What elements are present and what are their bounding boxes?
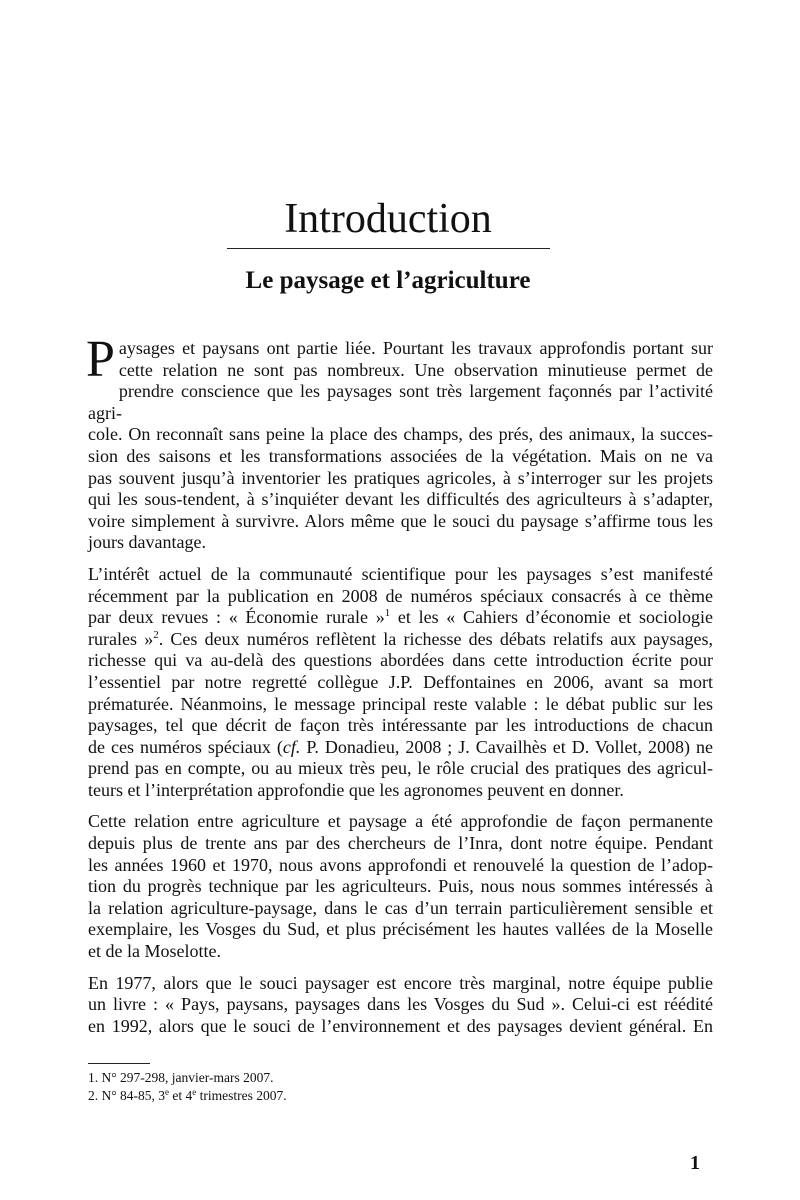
text-line: prendre conscience que les paysages sont très largement façonnés par l’activité agri-: [88, 381, 713, 423]
text-segment: et les « Cahiers d’économie et sociologie: [390, 607, 713, 628]
text-segment: par deux revues : « Économie rurale »: [88, 607, 385, 628]
paragraph-4: [88, 973, 713, 1038]
text-line: prend pas en compte, ou au mieux très peu, le rôle crucial des pratiques des agricul-: [88, 758, 713, 779]
text-line: cole. On reconnaît sans peine la place des champs, des prés, des animaux, la succes-: [88, 424, 713, 445]
chapter-title: Introduction: [284, 196, 492, 242]
text-segment: de ces numéros spéciaux (: [88, 736, 283, 757]
text-line: [88, 737, 713, 759]
paragraph-1: [86, 331, 713, 554]
body-text: [86, 331, 713, 1047]
text-line: prématurée. Néanmoins, le message principal reste valable : le débat public sur les: [88, 693, 713, 714]
text-segment: rurales »: [88, 628, 154, 649]
paragraph-3: [88, 811, 713, 962]
text-line: un livre : « Pays, paysans, paysages dans les Vosges du Sud ». Celui-ci est réédité: [88, 994, 713, 1015]
text-line: et de la Moselotte.: [88, 941, 221, 962]
text-line: exemplaire, les Vosges du Sud, et plus précisément les hautes vallées de la Moselle: [88, 919, 713, 940]
paragraph-2: [88, 564, 713, 802]
chapter-subtitle: Le paysage et l’agriculture: [245, 267, 531, 294]
text-line: richesse qui va au-delà des questions abordées dans cette introduction écrite pour: [88, 650, 713, 671]
text-line: aysages et paysans ont partie liée. Pourtant les travaux approfondis portant sur: [118, 338, 713, 358]
text-line: sion des saisons et les transformations associées de la végétation. Mais on ne va: [88, 445, 713, 466]
footnote-2: [88, 1087, 713, 1105]
title-divider: [227, 248, 550, 249]
text-line: en 1992, alors que le souci de l’environnement et des paysages devient général. En: [88, 1015, 713, 1036]
text-line: la relation agriculture-paysage, dans le cas d’un terrain particulièrement sensible et: [88, 897, 713, 918]
text-line: cette relation ne sont pas nombreux. Une observation minutieuse permet de: [118, 359, 713, 380]
text-segment: 2. N° 84-85, 3: [88, 1088, 166, 1103]
footnotes: [88, 1069, 713, 1105]
footnote-ref: 1: [384, 607, 391, 620]
text-line: jours davantage.: [88, 532, 206, 553]
text-segment: P. Donadieu, 2008 ; J. Cavailhès et D. Vollet, 2008) ne: [300, 736, 713, 757]
text-line: L’intérêt actuel de la communauté scientifique pour les paysages s’est manifesté: [88, 563, 713, 584]
text-line: pas souvent jusqu’à inventorier les pratiques agricoles, à s’interroger sur les projets: [88, 467, 713, 488]
footnote-ref: e: [165, 1087, 170, 1097]
text-line: les années 1960 et 1970, nous avons approfondi et renouvelé la question de l’adop-: [88, 854, 713, 875]
text-line: qui les sous-tendent, à s’inquiéter devant les difficultés des agriculteurs à s’adapter,: [88, 489, 713, 510]
text-line: [88, 607, 713, 629]
text-line: En 1977, alors que le souci paysager est encore très marginal, notre équipe publie: [88, 972, 713, 993]
text-segment: et 4: [169, 1088, 193, 1103]
text-line: depuis plus de trente ans par des chercheurs de l’Inra, dont notre équipe. Pendant: [88, 833, 713, 854]
footnote-1: [88, 1069, 713, 1087]
text-line: [88, 629, 713, 651]
text-segment: cf.: [282, 736, 301, 757]
text-line: l’essentiel par notre regretté collègue J.P. Deffontaines en 2006, avant sa mort: [88, 671, 713, 692]
text-line: tion du progrès technique par les agriculteurs. Puis, nous nous sommes intéressés à: [88, 876, 713, 897]
text-segment: 1. N° 297-298, janvier-mars 2007.: [88, 1070, 274, 1085]
text-line: récemment par la publication en 2008 de numéros spéciaux consacrés à ce thème: [88, 585, 713, 606]
text-line: paysages, tel que décrit de façon très intéressante par les introductions de chacun: [88, 715, 713, 736]
page-number: 1: [690, 1152, 700, 1174]
drop-cap: P: [86, 331, 115, 388]
footnote-ref: e: [192, 1087, 197, 1097]
text-segment: . Ces deux numéros reflètent la richesse des débats relatifs aux paysages,: [158, 628, 713, 649]
text-segment: trimestres 2007.: [196, 1088, 287, 1103]
footnote-divider: [88, 1063, 150, 1064]
footnote-ref: 2: [153, 628, 159, 641]
text-line: Cette relation entre agriculture et paysage a été approfondie de façon permanente: [88, 811, 713, 832]
text-line: voire simplement à survivre. Alors même que le souci du paysage s’affirme tous les: [88, 510, 713, 531]
text-line: teurs et l’interprétation approfondie que les agronomes peuvent en donner.: [88, 779, 624, 800]
